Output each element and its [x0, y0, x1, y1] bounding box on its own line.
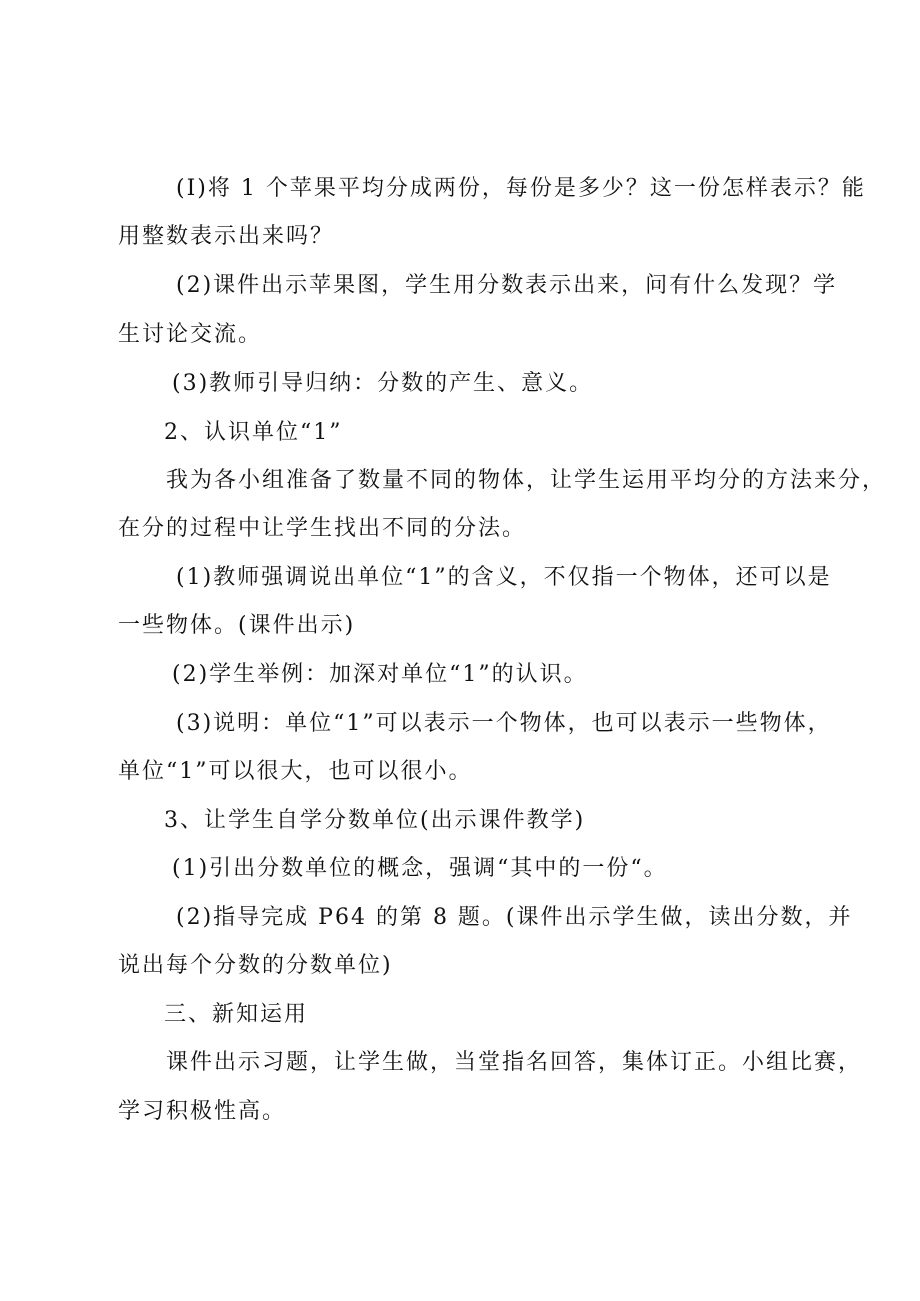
text-line: (2)课件出示苹果图，学生用分数表示出来，问有什么发现？学 — [176, 273, 838, 298]
text-line: 学习积极性高。 — [118, 1099, 287, 1124]
text-line: 生讨论交流。 — [118, 322, 263, 347]
text-line: 课件出示习题，让学生做，当堂指名回答，集体订正。小组比赛， — [166, 1050, 863, 1075]
text-line: (I)将 1 个苹果平均分成两份，每份是多少？这一份怎样表示？能 — [176, 176, 866, 201]
text-line: (1)引出分数单位的概念，强调“其中的一份“。 — [172, 856, 668, 881]
text-line: 我为各小组准备了数量不同的物体，让学生运用平均分的方法来分， — [166, 468, 887, 493]
section-heading: 3、让学生自学分数单位(出示课件教学) — [164, 808, 586, 833]
text-line: (2)学生举例：加深对单位“1”的认识。 — [172, 662, 588, 687]
text-line: (2)指导完成 P64 的第 8 题。(课件出示学生做，读出分数，并 — [176, 905, 853, 930]
section-heading: 2、认识单位“1” — [164, 420, 343, 445]
text-line: 单位“1”可以很大，也可以很小。 — [118, 759, 473, 784]
text-line: (3)教师引导归纳：分数的产生、意义。 — [172, 371, 594, 396]
text-line: 一些物体。(课件出示) — [118, 613, 356, 638]
text-line: 说出每个分数的分数单位) — [118, 953, 393, 978]
text-line: 用整数表示出来吗？ — [118, 224, 335, 249]
text-line: (3)说明：单位“1”可以表示一个物体，也可以表示一些物体， — [176, 711, 832, 736]
section-heading: 三、新知运用 — [164, 1002, 309, 1027]
text-line: 在分的过程中让学生找出不同的分法。 — [118, 516, 527, 541]
text-line: (1)教师强调说出单位“1”的含义，不仅指一个物体，还可以是 — [176, 565, 832, 590]
